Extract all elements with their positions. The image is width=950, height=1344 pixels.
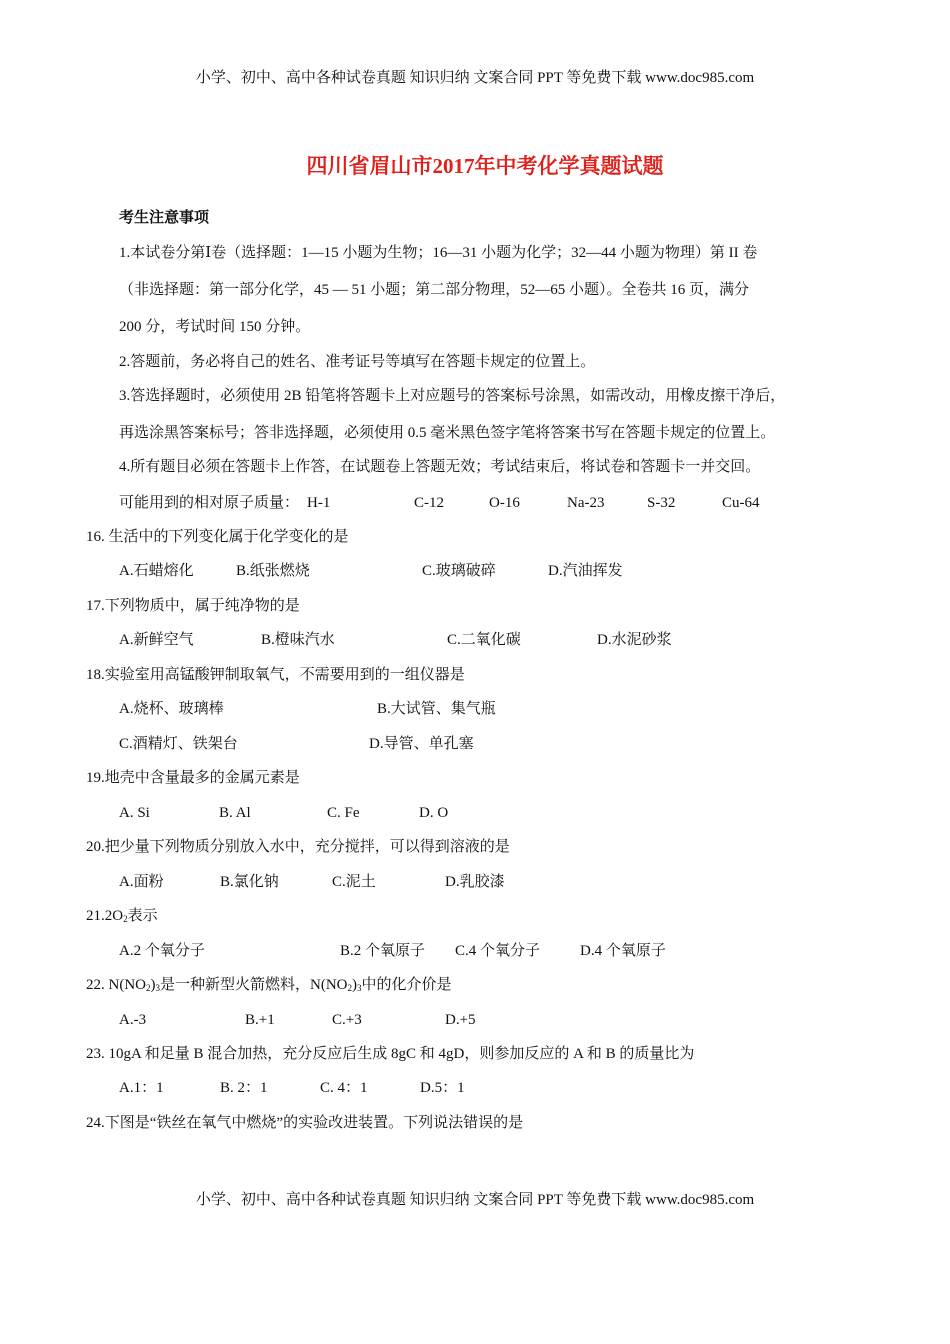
option: C. Fe [327, 805, 360, 821]
options-row [119, 561, 631, 581]
question-23-stem: 23. 10gA 和足量 B 混合加热，充分反应后生成 8gC 和 4gD，则参加反应的 A 和 B 的质量比为 [86, 1046, 695, 1062]
option: D.乳胶漆 [445, 874, 505, 890]
stem-text: 表示 [127, 908, 158, 924]
options-row [119, 872, 513, 892]
option: B. Al [219, 805, 251, 821]
option: B.大试管、集气瓶 [377, 701, 496, 717]
question-17-stem: 17.下列物质中，属于纯净物的是 [86, 598, 300, 614]
stem-text: 是一种新型火箭燃料，N(NO [160, 977, 348, 993]
option: A.面粉 [119, 874, 164, 890]
options-row [119, 699, 504, 719]
option: D.水泥砂浆 [597, 632, 672, 648]
atomic-mass: H-1 [307, 495, 331, 511]
options-row [119, 734, 482, 754]
question-22-stem [86, 975, 452, 998]
subscript: 2 [123, 914, 128, 924]
atomic-mass-label: 可能用到的相对原子质量： [119, 495, 300, 511]
stem-text: 21.2O [86, 908, 124, 924]
stem-text: 中的化介价是 [361, 977, 452, 993]
option: C.玻璃破碎 [422, 563, 496, 579]
subscript: 2 [146, 983, 151, 993]
note-line: 再选涂黑答案标号；答非选择题，必须使用 0.5 毫米黑色签字笔将答案书写在答题卡规定的位置上。 [119, 425, 776, 441]
option: C.酒精灯、铁架台 [119, 736, 238, 752]
option: C.泥土 [332, 874, 376, 890]
option: D.+5 [445, 1012, 476, 1028]
option: D.4 个氧原子 [580, 943, 666, 959]
options-row [119, 941, 674, 961]
note-line: （非选择题：第一部分化学，45 — 51 小题；第二部分物理，52—65 小题）。全卷共 16 页，满分 [119, 282, 750, 298]
option: D.5：1 [420, 1080, 465, 1096]
question-19-stem: 19.地壳中含量最多的金属元素是 [86, 770, 300, 786]
subscript: 2 [347, 983, 352, 993]
question-21-stem [86, 906, 158, 929]
atomic-mass: Cu-64 [722, 495, 760, 511]
option: A.烧杯、玻璃棒 [119, 701, 224, 717]
atomic-mass: Na-23 [567, 495, 605, 511]
option: A.2 个氧分子 [119, 943, 205, 959]
subscript: 3 [155, 983, 160, 993]
page-header: 小学、初中、高中各种试卷真题 知识归纳 文案合同 PPT 等免费下载 www.doc985.com [195, 70, 755, 86]
atomic-mass: S-32 [647, 495, 676, 511]
option: A.新鲜空气 [119, 632, 194, 648]
stem-text: 22. N(NO [86, 977, 146, 993]
atomic-mass: C-12 [414, 495, 445, 511]
option: A.石蜡熔化 [119, 563, 194, 579]
option: D.导管、单孔塞 [369, 736, 474, 752]
note-line: 1.本试卷分第Ⅰ卷（选择题：1—15 小题为生物；16—31 小题为化学；32—44 小题为物理）第 II 卷 [119, 245, 758, 261]
note-line: 200 分，考试时间 150 分钟。 [119, 319, 311, 335]
options-row [119, 1078, 473, 1098]
page-title: 四川省眉山市2017年中考化学真题试题 [306, 154, 664, 178]
option: C. 4：1 [320, 1080, 368, 1096]
option: A.1：1 [119, 1080, 164, 1096]
option: B.+1 [245, 1012, 275, 1028]
option: A.-3 [119, 1012, 147, 1028]
option: A. Si [119, 805, 150, 821]
options-row [119, 1010, 484, 1030]
page-footer: 小学、初中、高中各种试卷真题 知识归纳 文案合同 PPT 等免费下载 www.doc985.com [195, 1192, 755, 1208]
options-row [119, 630, 680, 650]
stem-text: ) [150, 977, 156, 993]
note-line: 4.所有题目必须在答题卡上作答，在试题卷上答题无效；考试结束后，将试卷和答题卡一并交回。 [119, 459, 761, 475]
option: B. 2：1 [220, 1080, 268, 1096]
atomic-mass-row [119, 493, 768, 513]
option: D. O [419, 805, 449, 821]
note-line: 3.答选择题时，必须使用 2B 铅笔将答题卡上对应题号的答案标号涂黑，如需改动，用橡皮擦干净后， [119, 388, 786, 404]
option: B.氯化钠 [220, 874, 279, 890]
option: D.汽油挥发 [548, 563, 623, 579]
options-row [119, 803, 456, 823]
question-20-stem: 20.把少量下列物质分别放入水中，充分搅拌，可以得到溶液的是 [86, 839, 510, 855]
subscript: 3 [357, 983, 362, 993]
option: C.+3 [332, 1012, 362, 1028]
question-24-stem: 24.下图是“铁丝在氧气中燃烧”的实验改进装置。下列说法错误的是 [86, 1115, 524, 1131]
notes-heading: 考生注意事项 [119, 210, 210, 226]
question-16-stem: 16. 生活中的下列变化属于化学变化的是 [86, 529, 349, 545]
atomic-mass: O-16 [489, 495, 520, 511]
option: C.二氧化碳 [447, 632, 521, 648]
option: C.4 个氧分子 [455, 943, 541, 959]
question-18-stem: 18.实验室用高锰酸钾制取氧气，不需要用到的一组仪器是 [86, 667, 465, 683]
stem-text: ) [352, 977, 357, 993]
option: B.2 个氧原子 [340, 943, 426, 959]
note-line: 2.答题前，务必将自己的姓名、准考证号等填写在答题卡规定的位置上。 [119, 354, 596, 370]
option: B.纸张燃烧 [236, 563, 310, 579]
option: B.橙味汽水 [261, 632, 335, 648]
